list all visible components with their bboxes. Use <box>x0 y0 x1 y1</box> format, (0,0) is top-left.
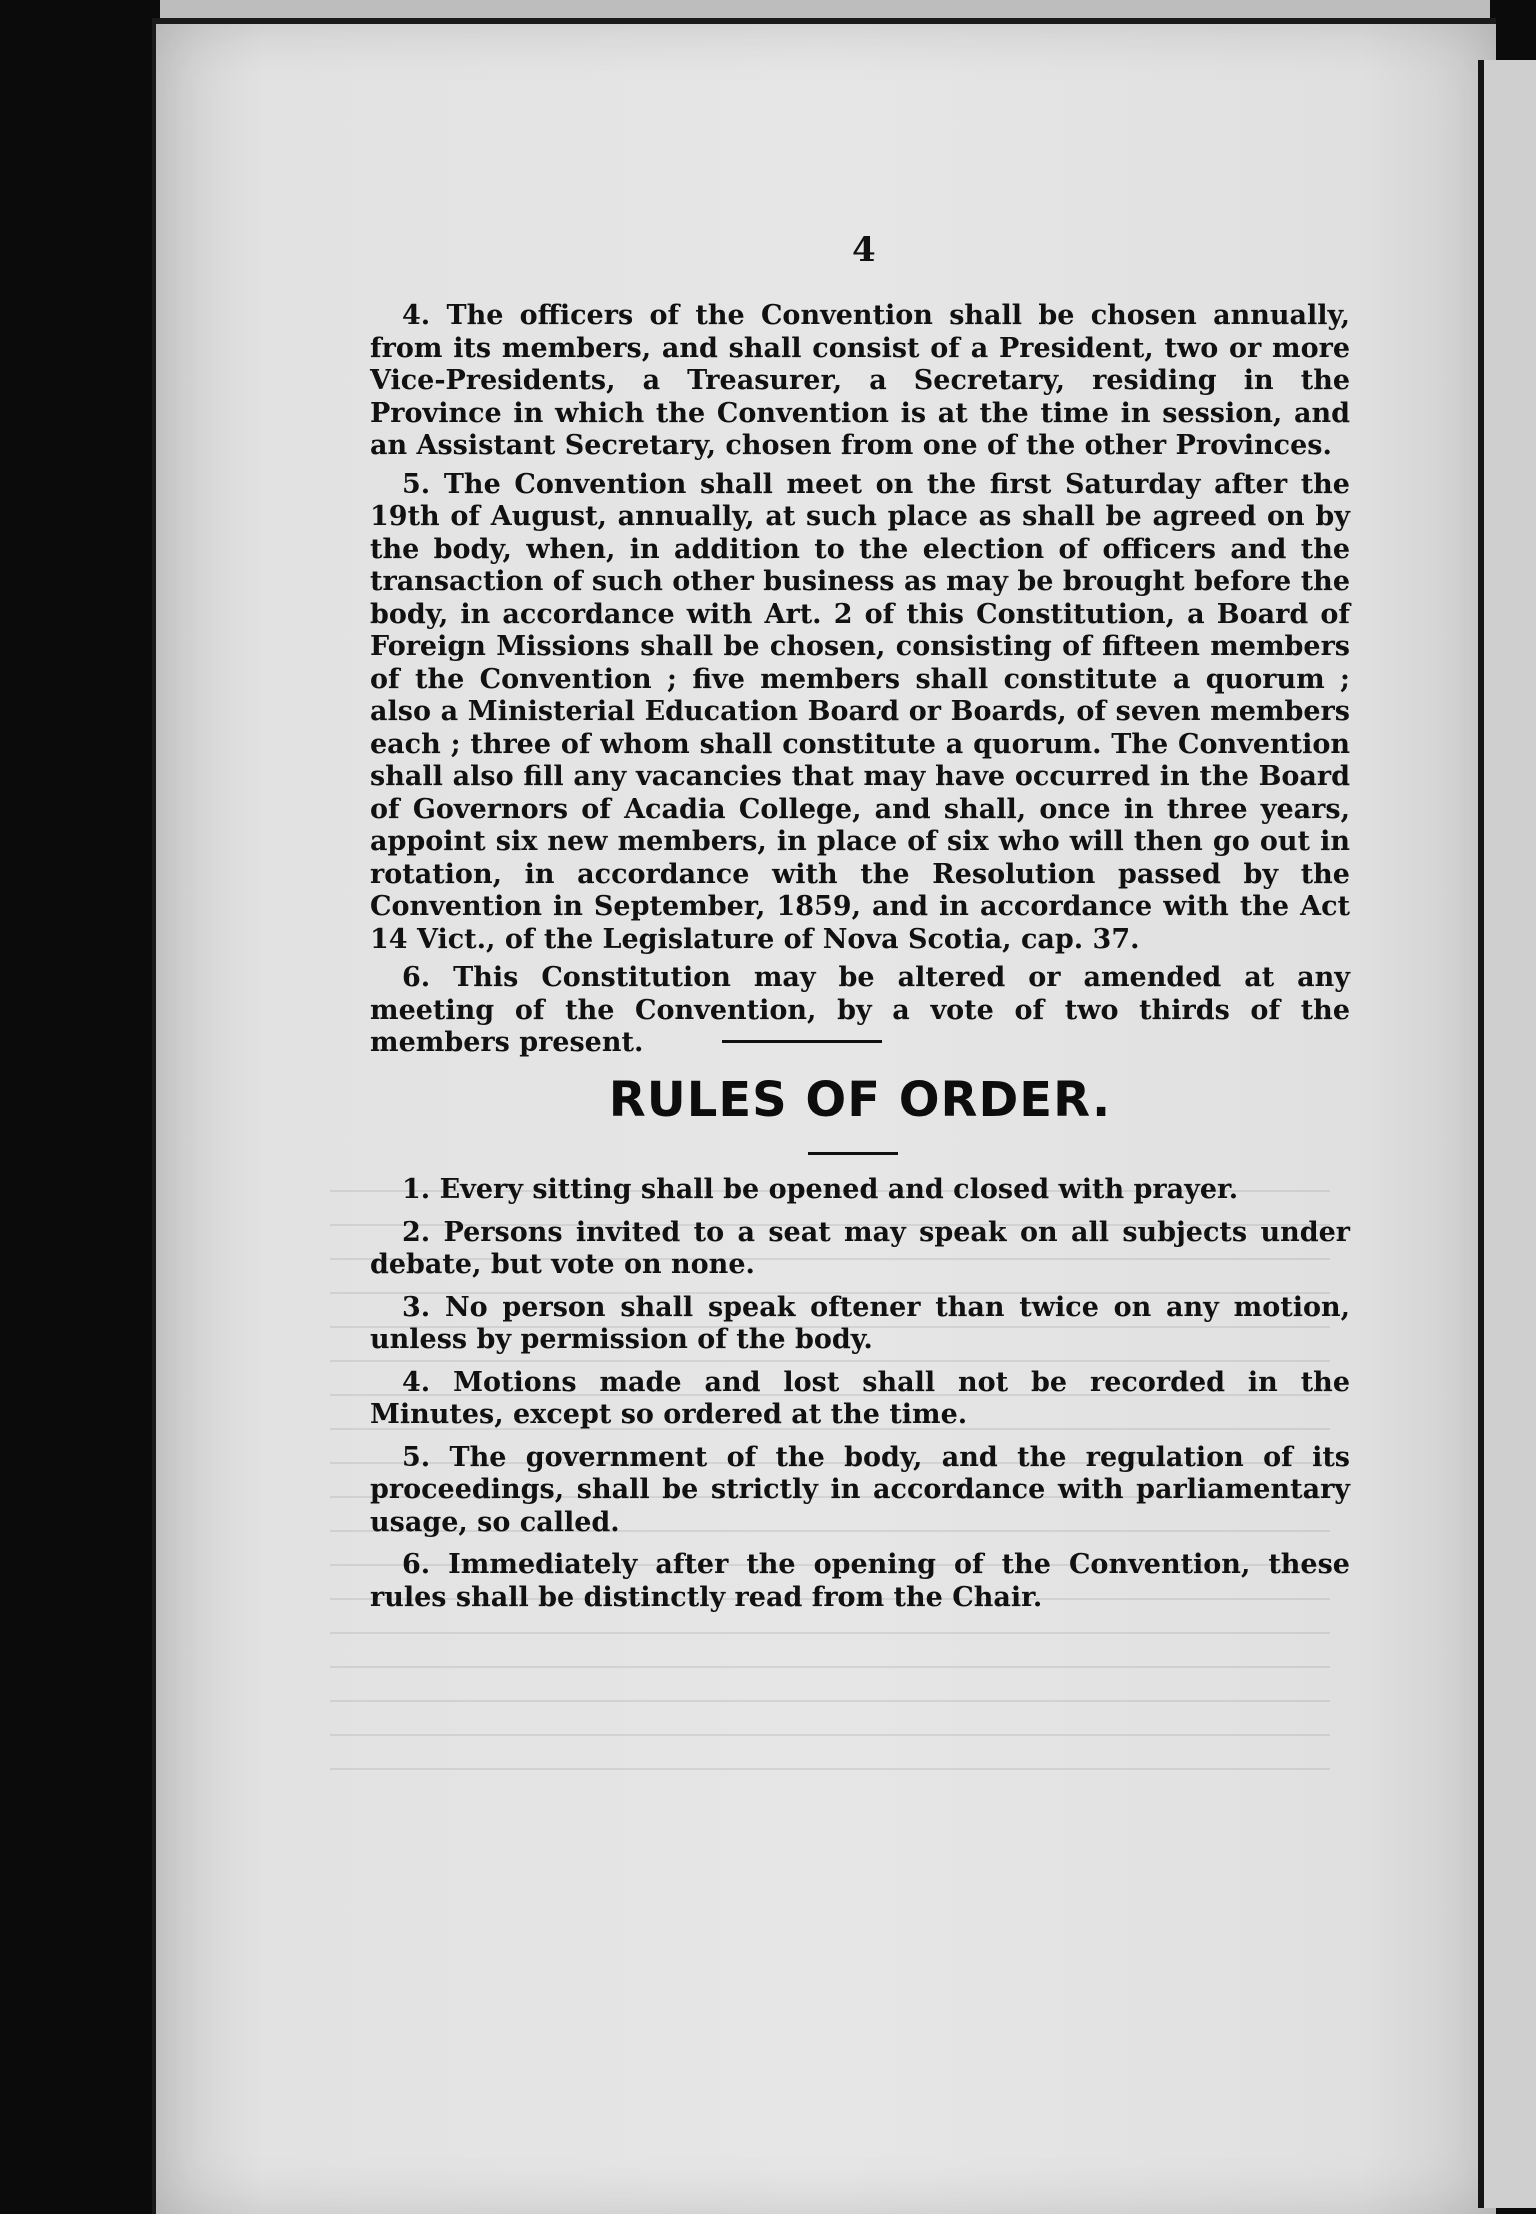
section-divider-bottom <box>808 1152 898 1155</box>
section-divider-top <box>722 1040 882 1043</box>
constitution-articles <box>370 300 1350 1066</box>
rule-2: 2. Persons invited to a seat may speak on all subjects under debate, but vote on none. <box>370 1216 1350 1280</box>
rule-4: 4. Motions made and lost shall not be recorded in the Minutes, except so ordered at the time. <box>370 1366 1350 1430</box>
rule-1: 1. Every sitting shall be opened and closed with prayer. <box>402 1174 1239 1205</box>
rule-6: 6. Immediately after the opening of the Convention, these rules shall be distinctly read from the Chair. <box>370 1549 1350 1613</box>
rules-list <box>370 1174 1350 1624</box>
adjacent-page-edge <box>1478 60 1536 2208</box>
rule-5: 5. The government of the body, and the regulation of its proceedings, shall be strictly in accordance with parliamentary usage, so called. <box>370 1441 1350 1538</box>
article-4: 4. The officers of the Convention shall be chosen annually, from its members, and shall consist of a President, two or more Vice-Presidents, a Treasurer, a Secretary, residing in the Province in which the Convention is at the time in session, and an Assistant Secretary, chosen from one of the other Provinces. <box>370 300 1350 461</box>
article-6: 6. This Constitution may be altered or amended at any meeting of the Convention, by a vote of two thirds of the members present. <box>370 962 1350 1058</box>
rules-of-order-heading: RULES OF ORDER. <box>608 1072 1112 1128</box>
article-5: 5. The Convention shall meet on the first Saturday after the 19th of August, annually, at such place as shall be agreed on by the body, when, in addition to the election of officers and the transaction of such other business as may be brought before the body, in accordance with Art. 2 of this Constitution, a Board of Foreign Missions shall be chosen, consisting of fifteen members of the Convention ; five members shall constitute a quorum ; also a Ministerial Education Board or Boards, of seven members each ; three of whom shall constitute a quorum. The Convention shall also fill any vacancies that may have occurred in the Board of Governors of Acadia College, and shall, once in three years, appoint six new members, in place of six who will then go out in rotation, in accordance with the Resolution passed by the Convention in September, 1859, and in accordance with the Act 14 Vict., of the Legislature of Nova Scotia, cap. 37. <box>370 468 1350 955</box>
rule-3: 3. No person shall speak oftener than twice on any motion, unless by permission of the body. <box>370 1291 1350 1355</box>
page-number: 4 <box>852 230 876 270</box>
